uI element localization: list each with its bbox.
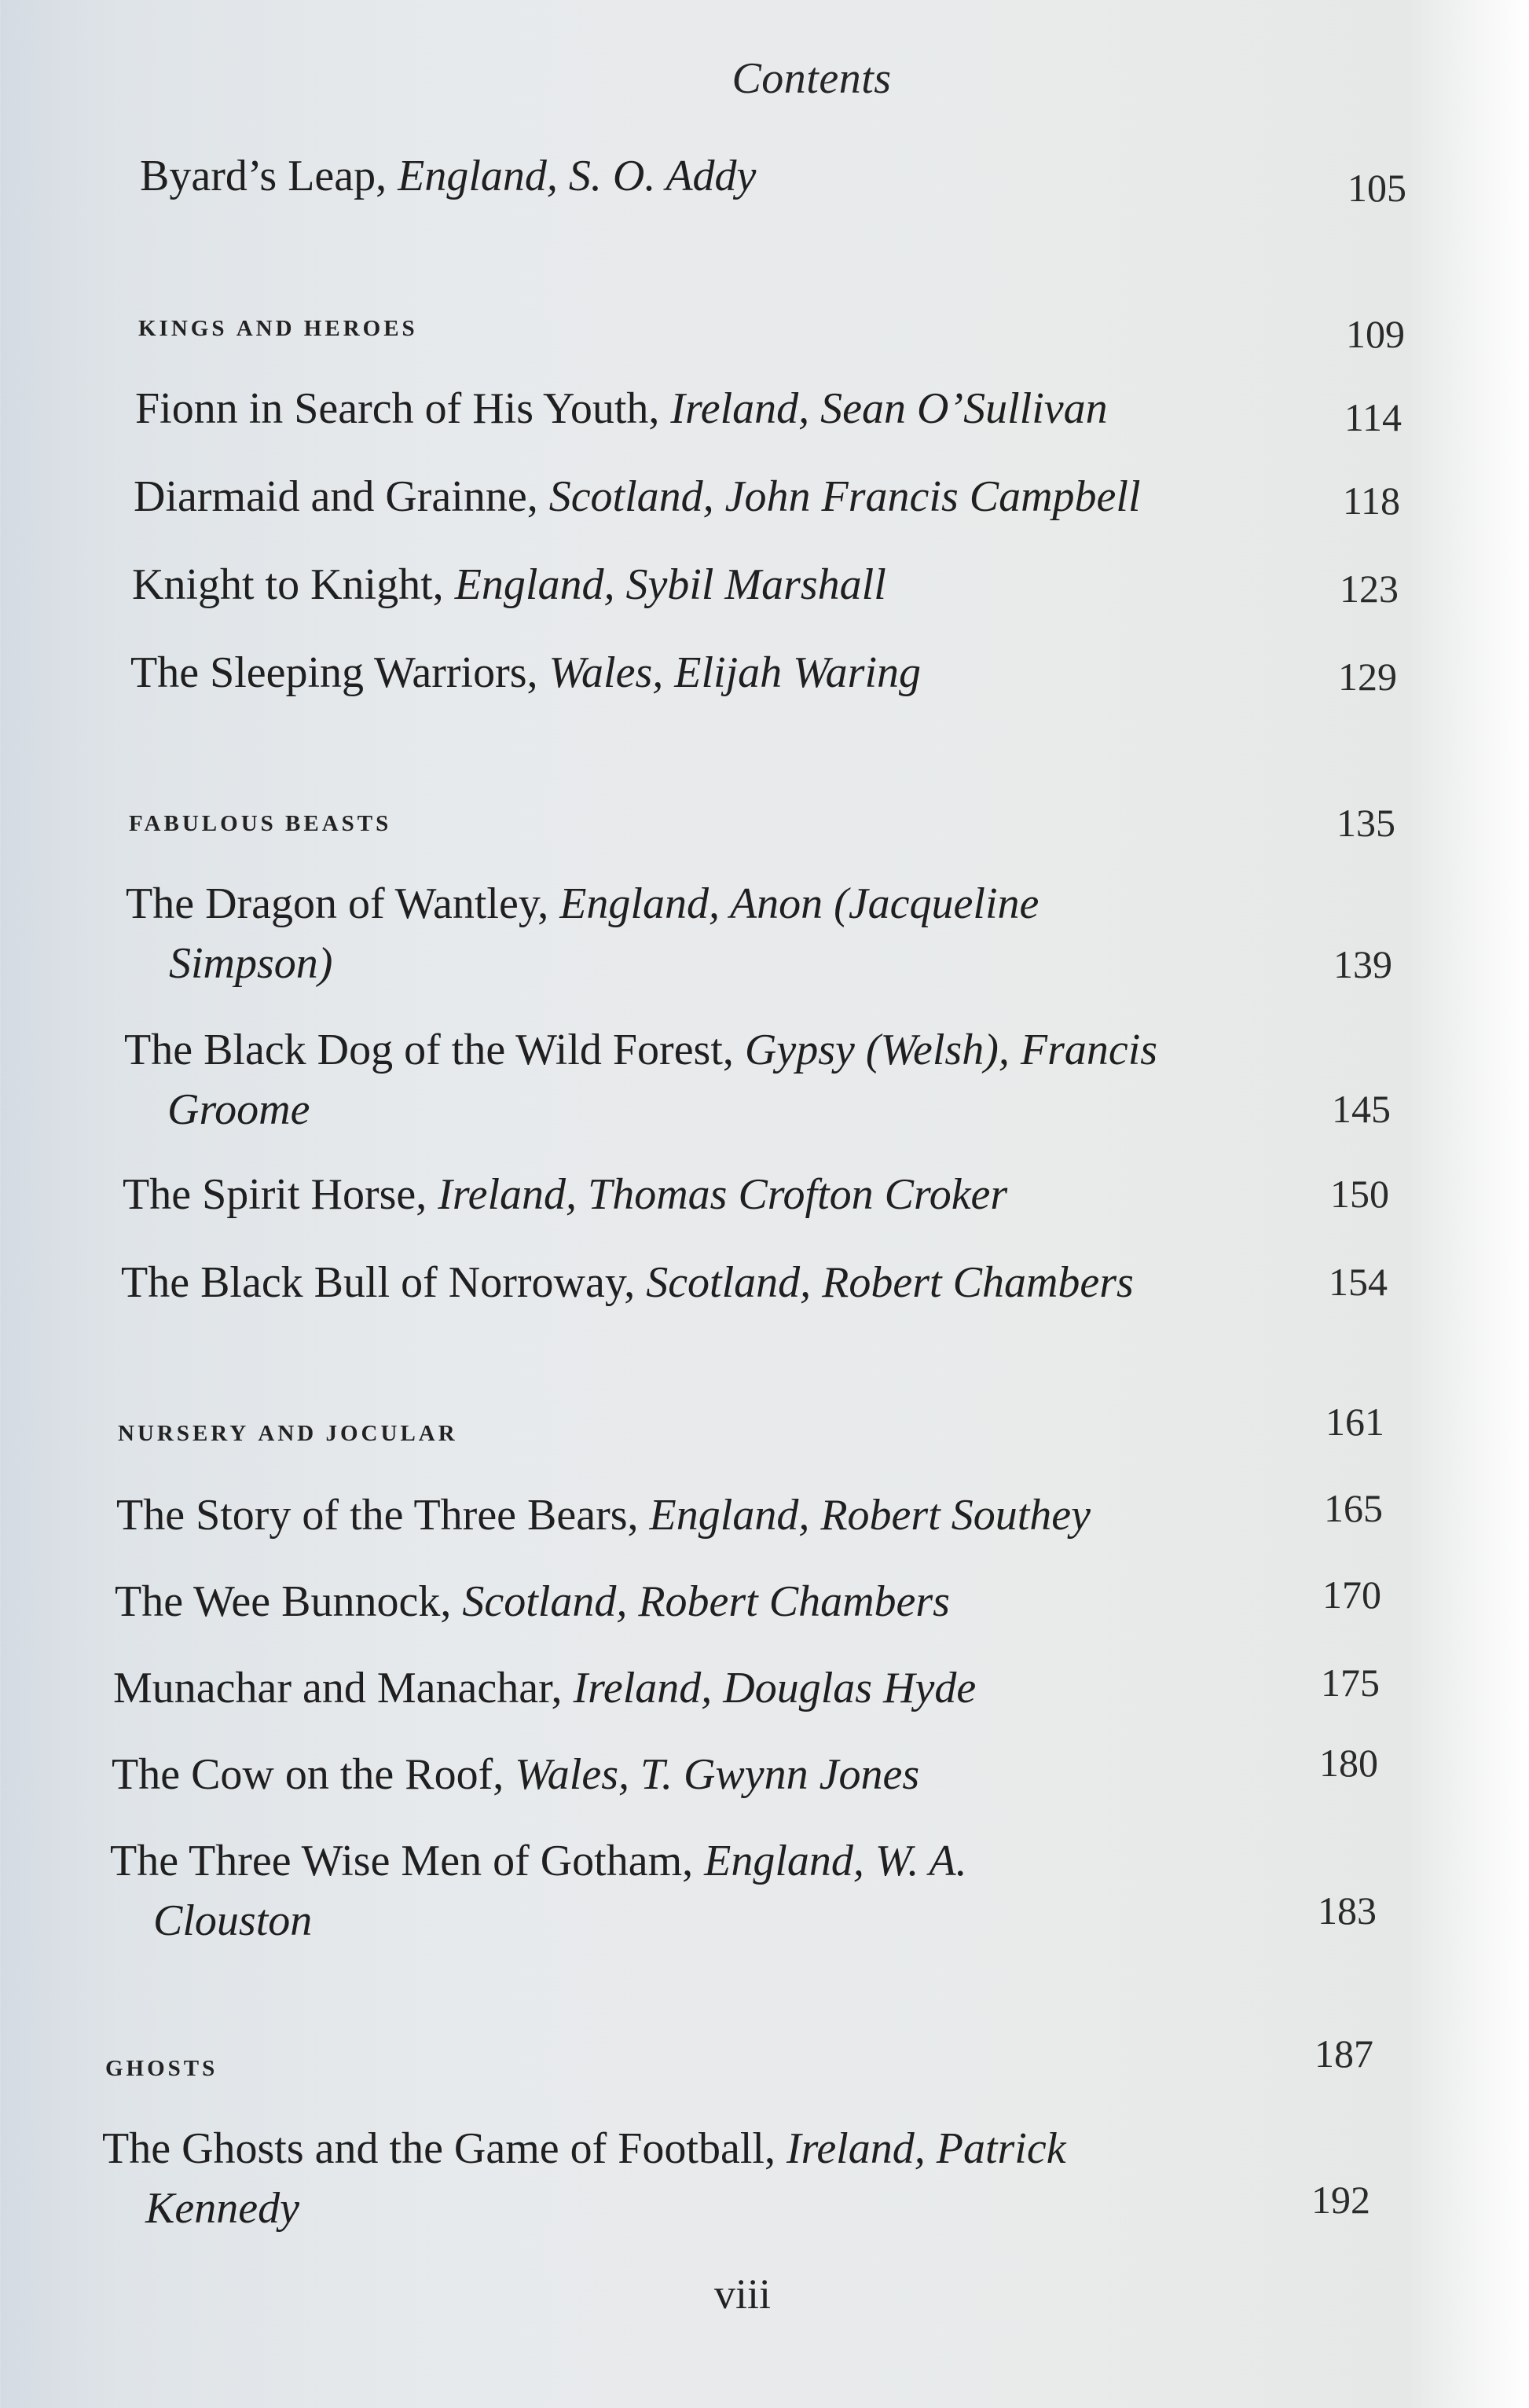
entry-title: The Black Dog of the Wild Forest, xyxy=(124,1026,745,1074)
entry-attribution: Scotland, Robert Chambers xyxy=(646,1258,1134,1307)
entry-page-number: 180 xyxy=(1319,1741,1378,1785)
entry-page-number: 165 xyxy=(1324,1486,1383,1530)
entry-title: The Dragon of Wantley, xyxy=(126,879,560,928)
section-heading: kings and heroes xyxy=(138,307,418,343)
entry-attribution-continued: Clouston xyxy=(153,1896,313,1945)
entry-page-number: 150 xyxy=(1330,1172,1389,1216)
section-page-number: 109 xyxy=(1346,312,1405,356)
entry-page-number: 175 xyxy=(1321,1661,1380,1705)
entry-title: The Cow on the Roof, xyxy=(112,1750,515,1799)
toc-entry xyxy=(121,1253,1134,1312)
entry-page-number: 123 xyxy=(1340,567,1399,611)
entry-page-number: 114 xyxy=(1344,395,1402,439)
entry-page-number: 139 xyxy=(1333,942,1392,986)
entry-page-number: 145 xyxy=(1332,1087,1391,1131)
entry-attribution-continued: Simpson) xyxy=(169,939,333,988)
toc-entry xyxy=(102,2119,1066,2238)
toc-entry xyxy=(126,874,1039,993)
toc-entry xyxy=(130,643,921,703)
entry-title: Knight to Knight, xyxy=(132,560,455,609)
entry-attribution-continued: Groome xyxy=(167,1085,310,1134)
section-heading: nursery and jocular xyxy=(118,1412,458,1448)
toc-entry xyxy=(135,379,1108,439)
running-head: Contents xyxy=(732,54,892,103)
entry-page-number: 129 xyxy=(1338,655,1397,699)
toc-entry xyxy=(134,467,1141,527)
entry-title: Byard’s Leap, xyxy=(140,152,398,200)
section-page-number: 161 xyxy=(1326,1400,1384,1444)
section-page-number: 187 xyxy=(1314,2032,1373,2076)
entry-attribution: Ireland, Thomas Crofton Croker xyxy=(438,1170,1008,1219)
entry-page-number: 170 xyxy=(1322,1573,1381,1617)
toc-entry xyxy=(140,146,756,206)
entry-title: Fionn in Search of His Youth, xyxy=(135,384,671,433)
entry-attribution: Wales, Elijah Waring xyxy=(548,648,922,697)
entry-attribution: England, Sybil Marshall xyxy=(454,560,886,609)
entry-title: The Wee Bunnock, xyxy=(115,1577,463,1626)
entry-attribution: England, Robert Southey xyxy=(649,1491,1091,1540)
entry-attribution: Ireland, Sean O’Sullivan xyxy=(670,384,1108,433)
entry-title: The Sleeping Warriors, xyxy=(130,648,549,697)
entry-title: Diarmaid and Grainne, xyxy=(134,472,549,521)
entry-title: Munachar and Manachar, xyxy=(113,1664,574,1712)
entry-attribution: England, S. O. Addy xyxy=(398,152,757,200)
entry-attribution: Gypsy (Welsh), Francis xyxy=(744,1026,1158,1074)
entry-title: The Ghosts and the Game of Football, xyxy=(102,2124,786,2173)
entry-attribution: Ireland, Douglas Hyde xyxy=(573,1664,977,1712)
toc-entry xyxy=(112,1745,919,1804)
entry-title: The Spirit Horse, xyxy=(123,1170,438,1219)
entry-title: The Three Wise Men of Gotham, xyxy=(110,1837,705,1885)
toc-entry xyxy=(113,1658,976,1718)
entry-page-number: 183 xyxy=(1318,1889,1377,1933)
toc-entry xyxy=(115,1572,950,1632)
entry-attribution: Ireland, Patrick xyxy=(786,2124,1066,2173)
entry-title: The Black Bull of Norroway, xyxy=(121,1258,647,1307)
section-heading: fabulous beasts xyxy=(129,802,392,839)
entry-attribution: England, Anon (Jacqueline xyxy=(559,879,1040,928)
entry-attribution: Scotland, Robert Chambers xyxy=(462,1577,950,1626)
entry-attribution: Scotland, John Francis Campbell xyxy=(548,472,1141,521)
section-heading: ghosts xyxy=(105,2047,218,2083)
entry-page-number: 154 xyxy=(1329,1260,1388,1304)
toc-entry xyxy=(132,555,886,615)
toc-entry xyxy=(110,1831,967,1951)
entry-page-number: 192 xyxy=(1311,2178,1370,2222)
toc-entry xyxy=(116,1485,1091,1545)
page-folio: viii xyxy=(713,2270,771,2318)
entry-attribution: England, W. A. xyxy=(704,1837,967,1885)
entry-attribution: Wales, T. Gwynn Jones xyxy=(515,1750,920,1799)
toc-entry xyxy=(123,1165,1007,1224)
entry-page-number: 105 xyxy=(1348,166,1406,210)
section-page-number: 135 xyxy=(1336,801,1395,845)
entry-page-number: 118 xyxy=(1342,479,1400,523)
entry-title: The Story of the Three Bears, xyxy=(116,1491,650,1540)
entry-attribution-continued: Kennedy xyxy=(145,2184,299,2233)
toc-entry xyxy=(124,1020,1157,1140)
